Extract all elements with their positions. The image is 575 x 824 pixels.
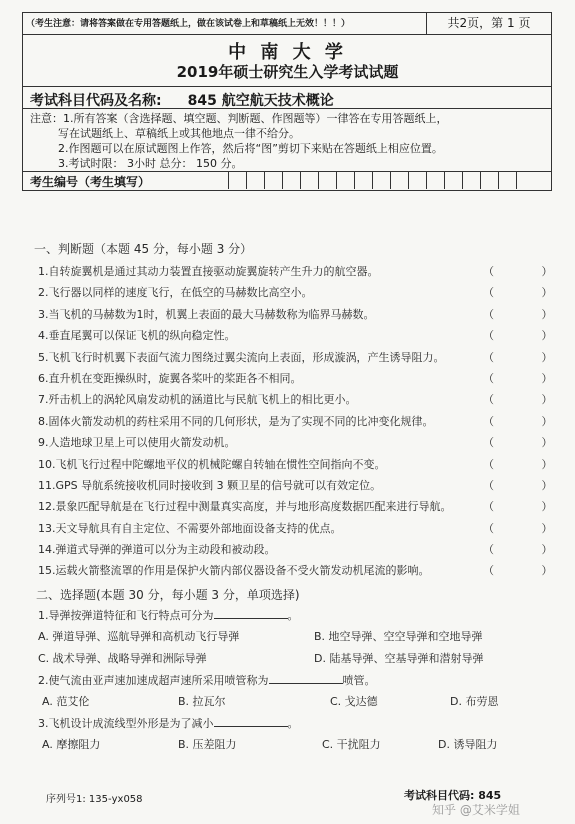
- option-a: A. 范艾伦: [42, 694, 90, 708]
- true-false-question: [38, 496, 575, 517]
- exam-content: [34, 240, 575, 756]
- true-false-question: [38, 261, 575, 282]
- number-cell[interactable]: [426, 171, 444, 189]
- true-false-question: [38, 454, 575, 475]
- answer-blank: [214, 606, 288, 619]
- question-text: 1.自转旋翼机是通过其动力装置直接驱动旋翼旋转产生升力的航空器。: [38, 265, 379, 278]
- true-false-question: [38, 518, 575, 539]
- question-stem: 3.飞机设计成流线型外形是为了减小 。: [38, 713, 538, 734]
- answer-parentheses: （ ）: [483, 350, 575, 364]
- answer-parentheses: （ ）: [483, 436, 575, 450]
- question-stem: 1.导弹按弹道特征和飞行特点可分为 。: [38, 605, 538, 626]
- option-row: [38, 691, 538, 713]
- true-false-question: [38, 432, 575, 453]
- subject-line: [30, 90, 334, 110]
- question-text: 7.歼击机上的涡轮风扇发动机的涵道比与民航飞机上的相比更小。: [38, 393, 357, 407]
- footer-subject-code: 考试科目代码: 845: [404, 789, 502, 802]
- option-a: A. 弹道导弹、巡航导弹和高机动飞行导弹: [38, 629, 240, 643]
- option-row: [38, 734, 538, 756]
- option-b: B. 压差阻力: [178, 737, 237, 751]
- question-text: 4.垂直尾翼可以保证飞机的纵向稳定性。: [38, 329, 236, 343]
- note-line: 2.作图题可以在原试题图上作答，然后将“图”剪切下来贴在答题纸上相应位置。: [58, 142, 443, 155]
- answer-parentheses: （ ）: [483, 543, 575, 557]
- number-cell[interactable]: [336, 171, 354, 189]
- number-cell[interactable]: [372, 171, 390, 189]
- subject-label: 考试科目代码及名称:: [30, 93, 162, 109]
- answer-parentheses: （ ）: [483, 371, 575, 385]
- true-false-question: [38, 539, 575, 560]
- note-line: 写在试题纸上、草稿纸上或其他地点一律不给分。: [58, 127, 300, 140]
- answer-parentheses: （ ）: [483, 414, 575, 428]
- question-text: 9.人造地球卫星上可以使用火箭发动机。: [38, 436, 236, 450]
- exam-notice: （考生注意：请将答案做在专用答题纸上，做在该试卷上和草稿纸上无效！！！）: [26, 19, 351, 29]
- answer-blank: [214, 714, 288, 727]
- subject-code-name: 845 航空航天技术概论: [187, 93, 334, 109]
- question-text: 3.当飞机的马赫数为1时，机翼上表面的最大马赫数称为临界马赫数。: [38, 307, 375, 321]
- option-d: D. 陆基导弹、空基导弹和潜射导弹: [314, 651, 484, 665]
- true-false-question: [38, 475, 575, 496]
- answer-parentheses: （ ）: [483, 265, 575, 278]
- true-false-question: [38, 304, 575, 325]
- number-cell[interactable]: [354, 171, 372, 189]
- answer-blank: [269, 671, 343, 684]
- option-row: [38, 648, 538, 670]
- option-b: B. 拉瓦尔: [178, 694, 226, 708]
- answer-parentheses: （ ）: [483, 307, 575, 321]
- number-cell[interactable]: [462, 171, 480, 189]
- question-text: 2.飞行器以同样的速度飞行，在低空的马赫数比高空小。: [38, 286, 313, 300]
- student-number-row: [22, 171, 551, 189]
- number-cell[interactable]: [516, 171, 534, 189]
- divider: [22, 34, 551, 35]
- true-false-question: [38, 560, 575, 581]
- note-line: 3.考试时限： 3小时 总分： 150 分。: [58, 157, 243, 170]
- number-cell[interactable]: [408, 171, 426, 189]
- true-false-list: [38, 261, 575, 582]
- number-cell[interactable]: [444, 171, 462, 189]
- true-false-question: [38, 282, 575, 303]
- option-c: C. 战术导弹、战略导弹和洲际导弹: [38, 651, 207, 665]
- answer-parentheses: （ ）: [483, 457, 575, 471]
- answer-parentheses: （ ）: [483, 329, 575, 343]
- number-cell[interactable]: [498, 171, 516, 189]
- option-c: C. 戈达德: [330, 694, 378, 708]
- number-cell[interactable]: [318, 171, 336, 189]
- answer-parentheses: （ ）: [483, 500, 575, 514]
- number-cell[interactable]: [300, 171, 318, 189]
- option-a: A. 摩擦阻力: [42, 737, 101, 751]
- student-number-label: 考生编号（考生填写）: [30, 175, 151, 189]
- true-false-question: [38, 325, 575, 346]
- answer-parentheses: （ ）: [483, 521, 575, 535]
- serial-number: 序列号1: 135-yx058: [46, 794, 143, 805]
- answer-parentheses: （ ）: [483, 286, 575, 300]
- divider: [22, 108, 551, 109]
- true-false-question: [38, 368, 575, 389]
- true-false-question: [38, 389, 575, 410]
- option-d: D. 诱导阻力: [438, 737, 498, 751]
- section-title: 一、判断题（本题 45 分，每小题 3 分）: [34, 242, 253, 256]
- question-text: 8.固体火箭发动机的药柱采用不同的几何形状，是为了实现不同的比冲变化规律。: [38, 414, 434, 428]
- question-text: 10.飞机飞行过程中陀螺地平仪的机械陀螺自转轴在惯性空间指向不变。: [38, 457, 386, 471]
- answer-parentheses: （ ）: [483, 393, 575, 407]
- option-row: [38, 626, 538, 648]
- option-b: B. 地空导弹、空空导弹和空地导弹: [314, 629, 483, 643]
- divider: [22, 86, 551, 87]
- question-text: 14.弹道式导弹的弹道可以分为主动段和被动段。: [38, 543, 276, 557]
- number-cell[interactable]: [246, 171, 264, 189]
- option-c: C. 干扰阻力: [322, 737, 381, 751]
- number-cell[interactable]: [480, 171, 498, 189]
- question-text: 13.天文导航具有自主定位、不需要外部地面设备支持的优点。: [38, 521, 342, 535]
- question-text: 15.运载火箭整流罩的作用是保护火箭内部仪器设备不受火箭发动机尾流的影响。: [38, 564, 430, 578]
- true-false-question: [38, 411, 575, 432]
- question-text: 5.飞机飞行时机翼下表面气流力图绕过翼尖流向上表面，形成漩涡，产生诱导阻力。: [38, 350, 445, 364]
- number-cell[interactable]: [390, 171, 408, 189]
- answer-parentheses: （ ）: [483, 564, 575, 578]
- note-line: 注意：1.所有答案（含选择题、填空题、判断题、作图题等）一律答在专用答题纸上，: [30, 112, 448, 125]
- exam-title: 2019年硕士研究生入学考试试题: [176, 63, 399, 81]
- option-d: D. 布劳恩: [450, 694, 499, 708]
- question-text: 6.直升机在变距操纵时，旋翼各桨叶的桨距各不相同。: [38, 371, 302, 385]
- true-false-question: [38, 347, 575, 368]
- question-stem: 2.使气流由亚声速加速成超声速所采用喷管称为 喷管。: [38, 670, 538, 691]
- page-count: 共2页，第 1 页: [426, 12, 551, 35]
- question-text: 11.GPS 导航系统接收机同时接收到 3 颗卫星的信号就可以有效定位。: [38, 478, 382, 492]
- watermark: 知乎 @艾米学姐: [432, 803, 520, 817]
- student-number-cells: [228, 171, 534, 189]
- answer-parentheses: （ ）: [483, 478, 575, 492]
- number-cell[interactable]: [282, 171, 300, 189]
- section-title: 二、选择题(本题 30 分，每小题 3 分，单项选择): [36, 587, 300, 602]
- number-cell[interactable]: [264, 171, 282, 189]
- university-title: 中 南 大 学: [228, 42, 347, 63]
- question-text: 12.景象匹配导航是在飞行过程中测量真实高度，并与地形高度数据匹配来进行导航。: [38, 500, 452, 514]
- number-cell[interactable]: [228, 171, 246, 189]
- exam-notes: [30, 111, 545, 171]
